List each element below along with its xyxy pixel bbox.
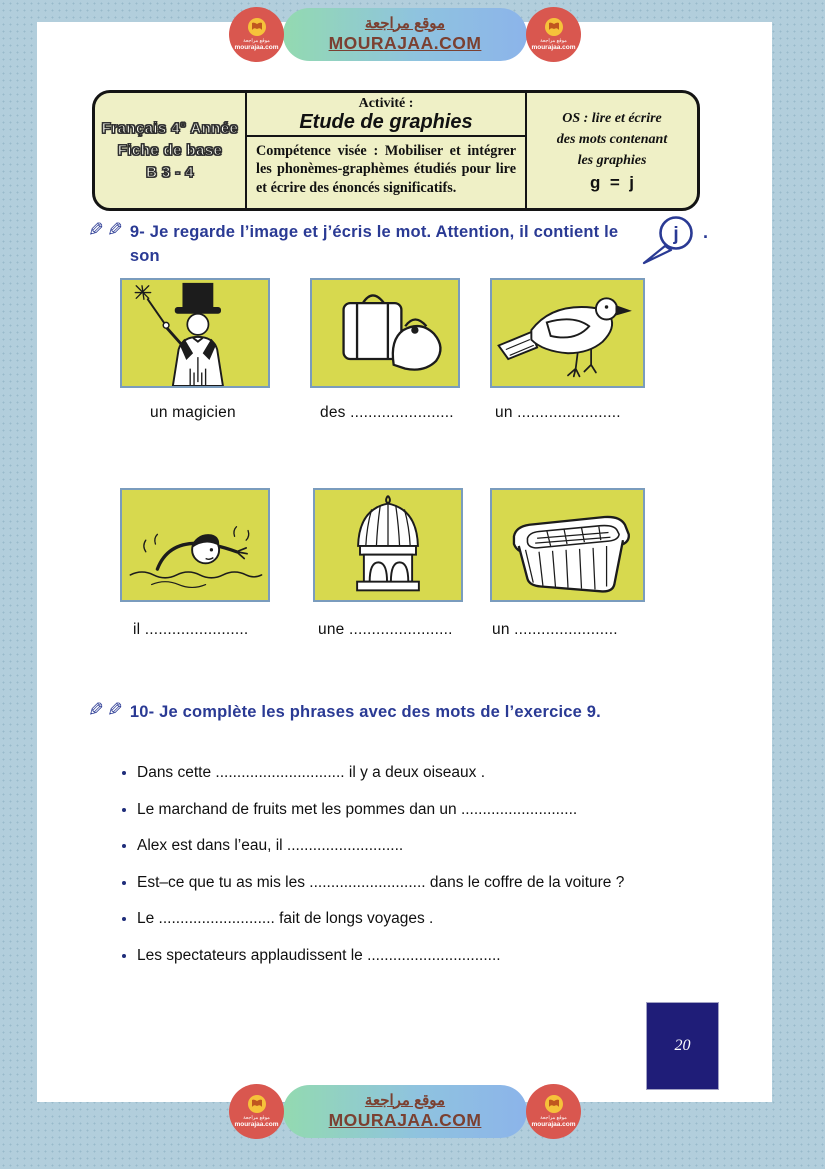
page-number-box: [646, 1002, 719, 1090]
pencil-icon: ✎: [88, 220, 104, 241]
sound-letter: j: [673, 224, 679, 245]
sentence-item: • Est–ce que tu as mis les ........................... dans le coffre de la voiture ?: [137, 872, 737, 894]
pigeon-image: [490, 278, 645, 388]
pencil-icon: ✎: [106, 700, 123, 721]
objective-line: des mots contenant: [556, 132, 668, 147]
mourajaa-logo: [229, 7, 284, 62]
course-level: Français 4° Année: [101, 120, 239, 137]
sentence-item: • Le ........................... fait de longs voyages .: [137, 908, 737, 930]
course-info-cell: [95, 93, 247, 208]
sentence-item: • Dans cette .............................. il y a deux oiseaux .: [137, 762, 737, 784]
competence-text: Compétence visée : Mobiliser et intégrer les phonèmes-graphèmes étudiés pour lire et écrire des énoncés significatifs.: [256, 143, 516, 196]
objective-line: OS : lire et écrire: [562, 111, 662, 126]
banner-domain-link[interactable]: MOURAJAA.COM: [328, 1110, 482, 1131]
mourajaa-logo: [526, 1084, 581, 1139]
banner-arabic-title[interactable]: موقع مراجعة: [364, 14, 446, 32]
pencil-icon: ✎: [88, 700, 104, 721]
pencil-icon: ✎: [106, 220, 123, 241]
luggage-image: [310, 278, 460, 388]
caption-swimmer: il .......................: [133, 621, 249, 638]
sentence-item: • Le marchand de fruits met les pommes dan un ...........................: [137, 799, 737, 821]
logo-domain-text: mourajaa.com: [234, 43, 279, 51]
activity-label: Activité :: [358, 96, 414, 111]
birdcage-image: [313, 488, 463, 602]
mourajaa-logo: [526, 7, 581, 62]
sentence-item: • Les spectateurs applaudissent le ...............................: [137, 945, 737, 967]
swimmer-image: [120, 488, 270, 602]
basket-drawing: [492, 490, 643, 600]
book-icon: [545, 1095, 563, 1113]
logo-domain-text: mourajaa.com: [531, 43, 576, 51]
logo-arabic-text: موقع مراجعة: [243, 1114, 270, 1121]
book-icon: [248, 18, 266, 36]
pigeon-drawing: [492, 280, 643, 386]
logo-arabic-text: موقع مراجعة: [540, 1114, 567, 1121]
activity-cell: [247, 93, 525, 208]
logo-domain-text: mourajaa.com: [531, 1120, 576, 1128]
basket-image: [490, 488, 645, 602]
sheet-code: B 3 - 4: [146, 164, 194, 181]
site-banner-header: [283, 8, 527, 61]
graphies-formula: g = j: [590, 173, 634, 192]
caption-luggage: des .......................: [320, 404, 454, 421]
caption-magician: un magicien: [150, 404, 236, 421]
banner-arabic-title[interactable]: موقع مراجعة: [364, 1091, 446, 1109]
logo-arabic-text: موقع مراجعة: [540, 37, 567, 44]
objective-cell: [525, 93, 697, 208]
mourajaa-logo: [229, 1084, 284, 1139]
exercise10-header: [88, 700, 708, 724]
birdcage-drawing: [315, 490, 461, 600]
banner-domain-link[interactable]: MOURAJAA.COM: [328, 33, 482, 54]
logo-domain-text: mourajaa.com: [234, 1120, 279, 1128]
book-icon: [248, 1095, 266, 1113]
site-banner-footer: [283, 1085, 527, 1138]
swimmer-drawing: [122, 490, 268, 600]
luggage-drawing: [312, 280, 458, 386]
fill-in-sentences: [137, 762, 737, 981]
lesson-header-table: [92, 90, 700, 211]
magician-image: [120, 278, 270, 388]
exercise9-instruction: 9- Je regarde l’image et j’écris le mot. Attention, il contient le son: [129, 223, 619, 265]
sound-speech-bubble: [641, 214, 699, 271]
exercise10-instruction: 10- Je complète les phrases avec des mots de l’exercice 9.: [129, 703, 601, 721]
sheet-type: Fiche de base: [117, 142, 223, 159]
activity-header: [247, 93, 525, 137]
sentence-period: .: [702, 222, 708, 242]
exercise9-header: [88, 220, 708, 271]
objective-line: les graphies: [577, 153, 647, 168]
activity-title: Etude de graphies: [299, 111, 473, 133]
book-icon: [545, 18, 563, 36]
caption-basket: un .......................: [492, 621, 618, 638]
magician-drawing: [122, 280, 268, 386]
page-number: 20: [674, 1037, 691, 1054]
logo-arabic-text: موقع مراجعة: [243, 37, 270, 44]
sentence-item: • Alex est dans l’eau, il ...........................: [137, 835, 737, 857]
caption-birdcage: une .......................: [318, 621, 453, 638]
caption-pigeon: un .......................: [495, 404, 621, 421]
